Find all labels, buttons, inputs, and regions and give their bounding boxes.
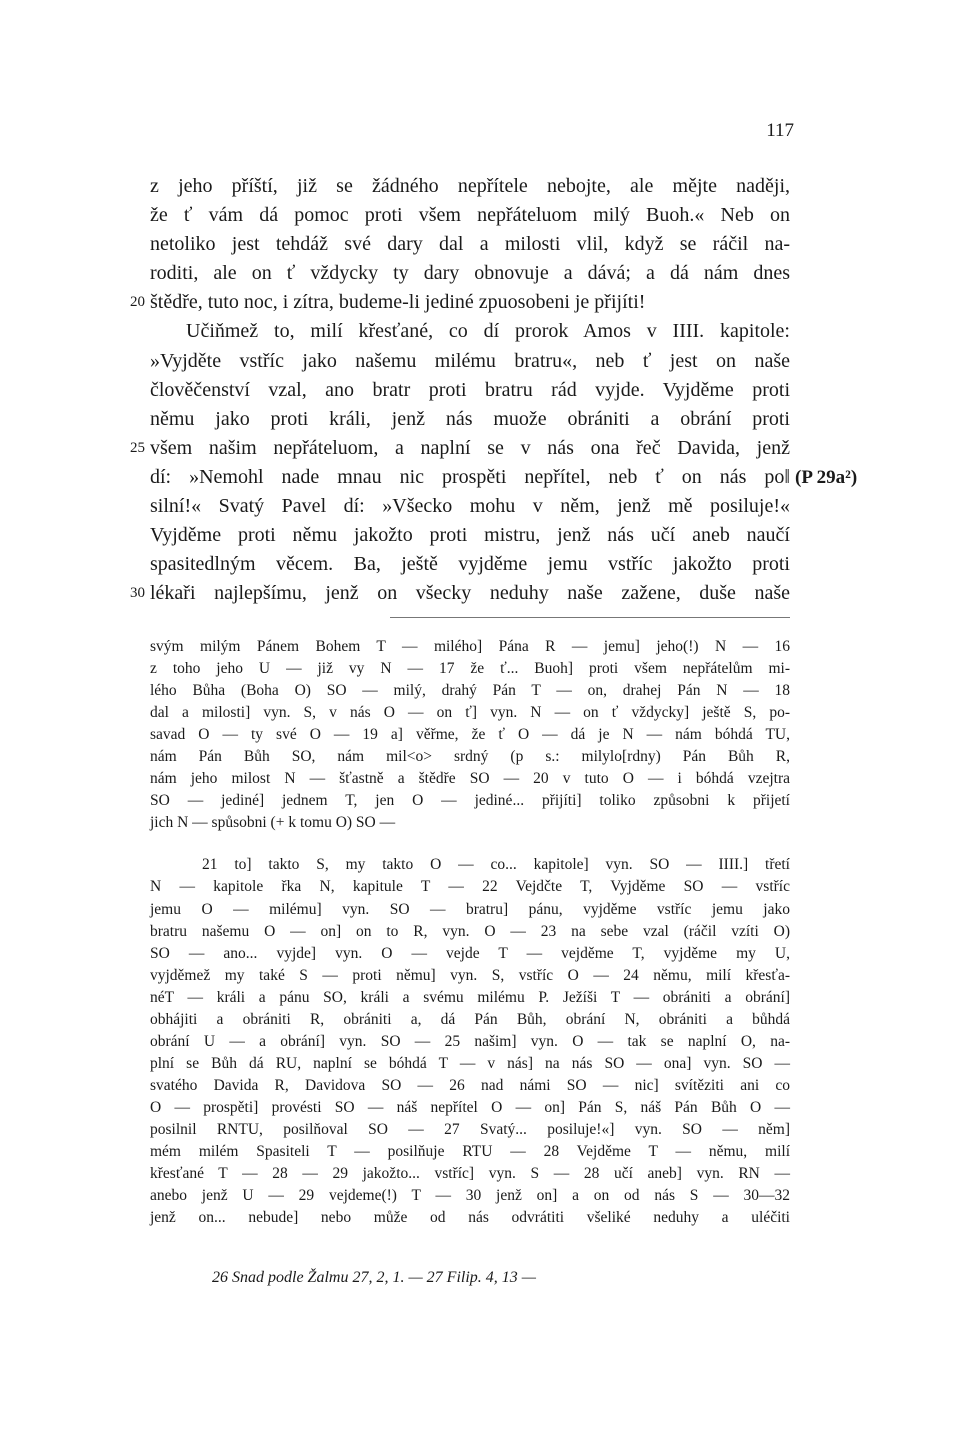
text-line: [150, 259, 790, 288]
line-number: 30: [130, 585, 145, 602]
line-text: roditi, ale on ť vždycky ty dary obnovuje a dává; a dá nám dnes: [150, 262, 790, 285]
apparatus-line: nám jeho milost N — šťastně a štědře SO — 20 v tuto O — i bóhdá vzejtra: [150, 770, 790, 788]
margin-note: (P 29a²): [795, 466, 858, 488]
line-text: dí: »Nemohl nade mnau nic prospěti nepřítel, neb ť on nás po‖: [150, 465, 790, 488]
apparatus-line: SO — ano... vyjde] vyn. O — vejde T — vejděme T, vyjděme my U,: [150, 944, 790, 962]
apparatus-gap: [150, 834, 790, 854]
footnote-separator: [390, 617, 790, 618]
line-text: že ť vám dá pomoc proti všem nepřáteluom milý Buoh.« Neb on: [150, 204, 790, 227]
apparatus-line: nám Pán Bůh SO, nám mil<o> srdný (p s.: milylo[rdny) Pán Bůh R,: [150, 748, 790, 766]
text-line: [150, 550, 790, 579]
apparatus-line: svatého Davida R, Davidova SO — 26 nad námi SO — nic] svítěziti ani co: [150, 1076, 790, 1094]
text-line: [150, 347, 790, 376]
apparatus-line: vyjděmež my také S — proti němu] vyn. S, vstříc O — 24 němu, milí křesťa-: [150, 966, 790, 984]
line-text: spasitedlným věcem. Ba, ještě vyjděme jemu vstříc jakožto proti: [150, 553, 790, 576]
apparatus-line: mém milém Spasiteli T — posilňuje RTU — 28 Vejděme T — němu, milí: [150, 1143, 790, 1161]
text-line: [150, 317, 790, 346]
line-text: Vyjděme proti němu jakožto proti mistru, jenž nás učí aneb naučí: [150, 524, 790, 547]
apparatus-line: křesťané T — 28 — 29 jakožto... vstříc] vyn. S — 28 učí aneb] vyn. RN —: [150, 1165, 790, 1183]
apparatus-line: jemu O — milému] vyn. SO — bratru] pánu, vyjděme vstříc jemu jako: [150, 900, 790, 918]
text-line: [150, 492, 790, 521]
text-line: [130, 434, 790, 463]
line-text: Učiňmež to, milí křesťané, co dí prorok Amos v IIII. kapitole:: [186, 320, 790, 343]
main-text: [130, 172, 858, 608]
apparatus-line: obhájiti a obrániti R, obrániti a, dá Pán Bůh, obrání N, obrániti a bůhdá: [150, 1010, 790, 1028]
line-text: všem našim nepřáteluom, a naplní se v nás ona řeč Davida, jenž: [150, 436, 790, 459]
apparatus-line: N — kapitole řka N, kapitule T — 22 Vejdčte T, Vyjděme SO — vstříc: [150, 878, 790, 896]
apparatus-line: O — prospěti] provésti SO — náš nepřítel O — on] Pán S, náš Pán Bůh O —: [150, 1098, 790, 1116]
apparatus-line: dal a milosti] vyn. S, v nás O — on ť] vyn. N — on ť vždycky] ještě S, po-: [150, 704, 790, 722]
apparatus-line: jenž on... nebude] nebo může od nás odvrátiti všeliké neduhy a uléčiti: [150, 1209, 790, 1227]
apparatus-line: jich N — spůsobni (+ k tomu O) SO —: [150, 814, 396, 832]
line-number: 25: [130, 439, 145, 456]
text-line: [130, 288, 790, 317]
text-line: [150, 405, 790, 434]
apparatus-line: SO — jediné] jednem T, jen O — jediné... přijíti] toliko způsobni k přijetí: [150, 792, 790, 810]
text-line: [150, 521, 790, 550]
apparatus-line: anebo jenž U — 29 vejdeme(!) T — 30 jenž on] a on od nás S — 30—32: [150, 1187, 790, 1205]
text-line: [150, 201, 790, 230]
apparatus-line: obrání U — a obrání] vyn. SO — 25 našim] vyn. O — tak se naplní O, na-: [150, 1032, 790, 1050]
text-line: [150, 376, 790, 405]
line-number: 20: [130, 294, 145, 311]
line-text: netoliko jest tehdáž své dary dal a milosti vlil, když se ráčil na-: [150, 233, 790, 256]
text-line: [150, 172, 790, 201]
footnote: 26 Snad podle Žalmu 27, 2, 1. — 27 Filip. 4, 13 —: [212, 1269, 537, 1286]
apparatus-line: posilnil RNTU, posilňoval SO — 27 Svatý... posiluje!«] vyn. SO — něm]: [150, 1120, 790, 1138]
line-text: z jeho příští, již se žádného nepřítele nebojte, ale mějte naději,: [150, 175, 790, 197]
text-line: [150, 230, 790, 259]
critical-apparatus: [150, 636, 790, 1229]
apparatus-line: lého Bůha (Boha O) SO — milý, drahý Pán T — on, drahej Pán N — 18: [150, 682, 790, 700]
apparatus-line: savad O — ty své O — 19 a] věřme, že ť O — dá je N — nám bóhdá TU,: [150, 726, 790, 744]
apparatus-line: bratru našemu O — on] on to R, vyn. O — 23 na sebe vzal (ráčil vzíti O): [150, 922, 790, 940]
line-text: lékaři najlepšímu, jenž on všecky neduhy naše zažene, duše naše: [150, 582, 790, 605]
line-text: němu jako proti králi, jenž nás muože obrániti a obrání proti: [150, 407, 790, 430]
apparatus-line: z toho jeho U — již vy N — 17 že ť... Buoh] proti všem nepřátelům mi-: [150, 660, 790, 678]
page-number: 117: [766, 120, 794, 141]
apparatus-line: 21 to] takto S, my takto O — co... kapitole] vyn. SO — IIII.] třetí: [202, 856, 790, 874]
line-text: »Vyjděte vstříc jako našemu milému bratru«, neb ť jest on naše: [150, 349, 790, 372]
line-text: člověčenství vzal, ano bratr proti bratru rád vyjde. Vyjděme proti: [150, 378, 790, 401]
apparatus-line: svým milým Pánem Bohem T — milého] Pána R — jemu] jeho(!) N — 16: [150, 638, 790, 655]
line-text: silní!« Svatý Pavel dí: »Všecko mohu v něm, jenž mě posiluje!«: [150, 495, 790, 518]
text-line: [150, 463, 858, 492]
apparatus-line: plní se Bůh dá RU, naplní se bóhdá T — v nás] na nás SO — ona] vyn. SO —: [150, 1054, 790, 1072]
apparatus-line: néT — králi a pánu SO, králi a svému milému P. Ježíši T — obrániti a obrání]: [150, 988, 790, 1006]
line-text: štědře, tuto noc, i zítra, budeme-li jediné zpuosobeni je přijíti!: [150, 291, 646, 314]
text-line: [130, 579, 790, 608]
